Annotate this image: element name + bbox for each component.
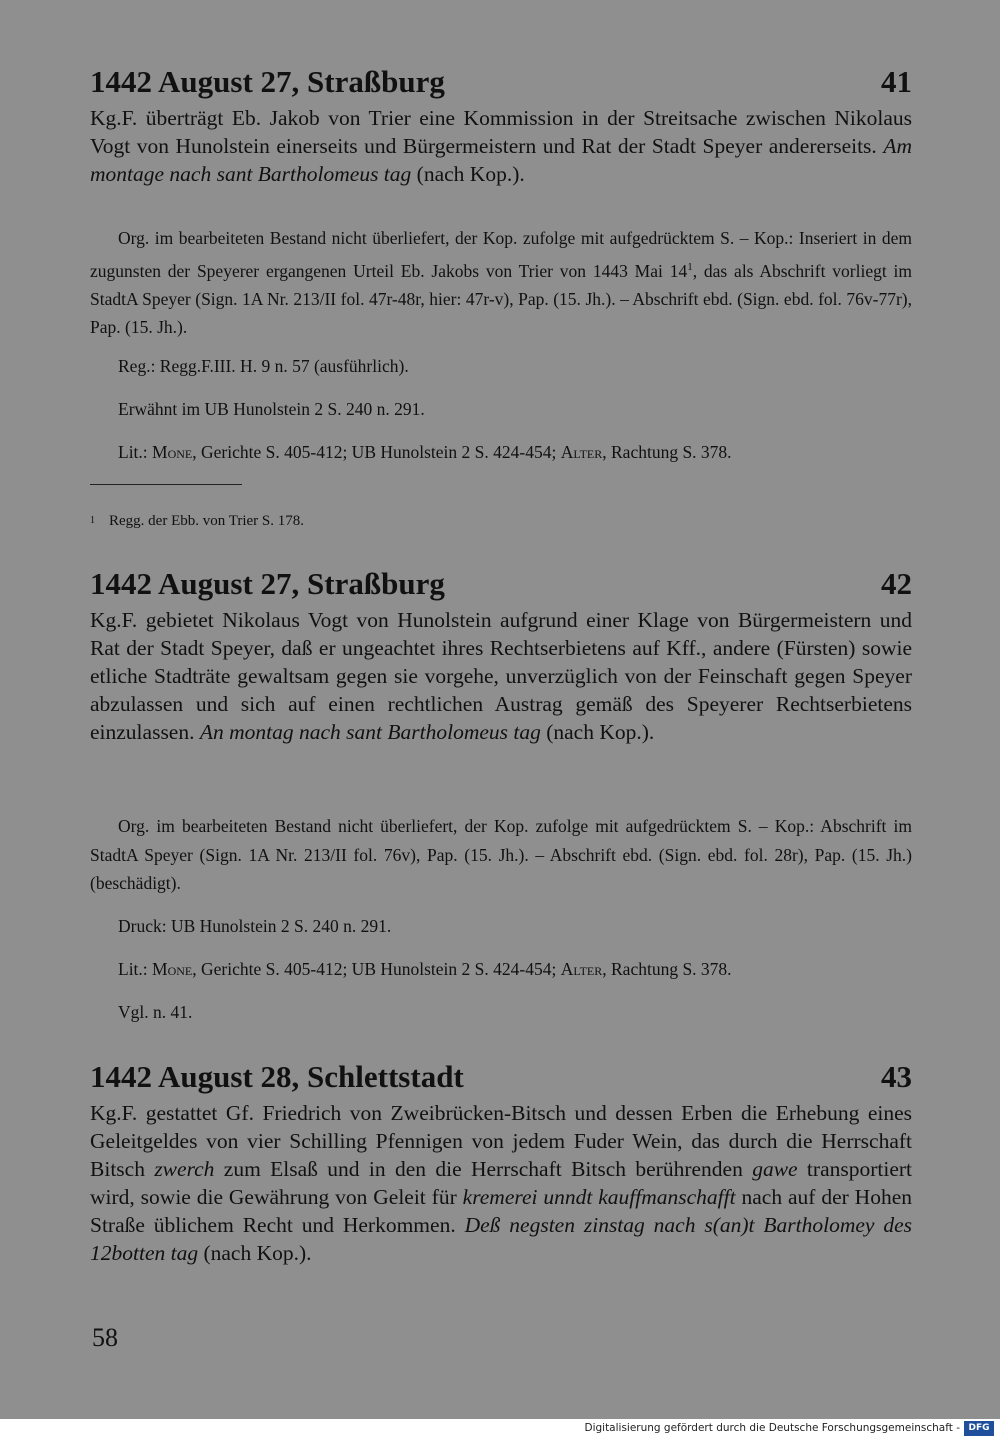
literature-line xyxy=(118,440,912,464)
regest-line: Reg.: Regg.F.III. H. 9 n. 57 (ausführlich). xyxy=(118,356,409,376)
footnote-mark: 1 xyxy=(90,515,95,526)
funding-bar xyxy=(0,1419,1000,1439)
footnote-ref: 1 xyxy=(687,260,693,273)
entry-heading xyxy=(90,1057,912,1097)
page-number: 58 xyxy=(92,1323,118,1352)
summary-text: zum Elsaß und in den die Herrschaft Bitsch berührenden xyxy=(214,1157,753,1181)
lit-prefix: Lit.: xyxy=(118,442,153,462)
entry-date-place: 1442 August 27, Straßburg xyxy=(90,64,445,99)
entry-number: 42 xyxy=(881,566,912,601)
lit-middle: , Gerichte S. 405-412; UB Hunolstein 2 S. 424-454; xyxy=(192,442,561,462)
entry-heading xyxy=(90,564,912,604)
entry-number: 41 xyxy=(881,64,912,99)
entry-date-place: 1442 August 28, Schlettstadt xyxy=(90,1059,464,1094)
summary-text: Kg.F. gebietet Nikolaus Vogt von Hunolstein aufgrund einer Klage von Bürgermeistern und Rat der Stadt Speyer, daß er ungeachtet ihres Rechtserbietens auf Kff., andere (Fürsten) sowie etliche Stadträte gewaltsam gegen sie vorgehe, unverzüglich von der Feinschaft gegen Speyer abzulassen und sich auf einen rechtlichen Austrag gemäß des Speyerer Rechtserbietens einzulassen. xyxy=(90,608,912,744)
footnote-rule xyxy=(90,484,242,485)
author-alter: Alter xyxy=(560,959,603,979)
footnote xyxy=(90,510,304,532)
entry-number: 43 xyxy=(881,1059,912,1094)
entry-summary xyxy=(90,606,912,746)
author-alter: Alter xyxy=(560,442,603,462)
author-mone: Mone xyxy=(152,442,193,462)
quoted-term: gawe xyxy=(752,1157,798,1181)
summary-text: Kg.F. gestattet Gf. Friedrich von Zweibrücken-Bitsch und dessen Erben die Erhebung eines Geleitgeldes von vier Schilling Pfennigen von jedem Fuder Wein, das durch die Herrschaft Bitsch xyxy=(90,1101,912,1181)
lit-prefix: Lit.: xyxy=(118,959,153,979)
dfg-logo-icon: DFG xyxy=(964,1421,994,1436)
lit-end: , Rachtung S. 378. xyxy=(602,959,732,979)
summary-text: transportiert wird, sowie die Gewährung von Geleit für xyxy=(90,1157,913,1209)
summary-source: (nach Kop.). xyxy=(198,1241,312,1265)
note-text: Org. im bearbeiteten Bestand nicht überliefert, der Kop. zufolge mit aufgedrücktem S. – Kop.: Inseriert in dem zugunsten der Speyerer ergangenen Urteil Eb. Jakobs von Trier von 1443 Mai 14 xyxy=(90,228,912,281)
print-line: Druck: UB Hunolstein 2 S. 240 n. 291. xyxy=(118,916,392,936)
summary-text: Kg.F. überträgt Eb. Jakob von Trier eine Kommission in der Streitsache zwischen Nikolaus Vogt von Hunolstein einerseits und Bürgermeistern und Rat der Stadt Speyer andererseits. xyxy=(90,106,912,158)
entry-43 xyxy=(90,1057,912,1267)
funding-notice: Digitalisierung gefördert durch die Deutsche Forschungsgemeinschaft - xyxy=(584,1422,960,1434)
footnote-text: Regg. der Ebb. von Trier S. 178. xyxy=(109,513,304,529)
summary-source: (nach Kop.). xyxy=(416,162,525,186)
tradition-note xyxy=(90,224,912,342)
mention-line: Erwähnt im UB Hunolstein 2 S. 240 n. 291. xyxy=(118,399,425,419)
summary-dating-clause: Deß negsten zinstag nach s(an)t Bartholomey des 12botten tag xyxy=(90,1213,912,1265)
literature-line xyxy=(118,957,912,981)
entry-41 xyxy=(90,62,912,188)
entry-heading xyxy=(90,62,912,102)
entry-summary xyxy=(90,104,912,188)
summary-dating-clause: Am montage nach sant Bartholomeus tag xyxy=(90,134,912,186)
tradition-note: Org. im bearbeiteten Bestand nicht überliefert, der Kop. zufolge mit aufgedrücktem S. – Kop.: Abschrift im StadtA Speyer (Sign. 1A Nr. 213/II fol. 76v), Pap. (15. Jh.). – Abschrift ebd. (Sign. ebd. fol. 28r), Pap. (15. Jh.) (beschädigt). xyxy=(90,816,912,893)
lit-end: , Rachtung S. 378. xyxy=(602,442,732,462)
quoted-term: kremerei unndt kauffmanschafft xyxy=(462,1185,736,1209)
quoted-term: zwerch xyxy=(154,1157,215,1181)
lit-middle: , Gerichte S. 405-412; UB Hunolstein 2 S. 424-454; xyxy=(192,959,561,979)
entry-42 xyxy=(90,564,912,746)
author-mone: Mone xyxy=(152,959,193,979)
summary-dating-clause: An montag nach sant Bartholomeus tag xyxy=(199,720,541,744)
summary-text: nach auf der Hohen Straße üblichem Recht und Herkommen. xyxy=(90,1185,912,1237)
summary-source: (nach Kop.). xyxy=(546,720,655,744)
entry-date-place: 1442 August 27, Straßburg xyxy=(90,566,445,601)
entry-summary xyxy=(90,1099,912,1267)
note-text-cont: , das als Abschrift vorliegt im StadtA Speyer (Sign. 1A Nr. 213/II fol. 47r-48r, hier: 47r-v), Pap. (15. Jh.). – Abschrift ebd. (Sign. ebd. fol. 76v-77r), Pap. (15. Jh.). xyxy=(90,260,912,338)
compare-line: Vgl. n. 41. xyxy=(118,1002,193,1022)
